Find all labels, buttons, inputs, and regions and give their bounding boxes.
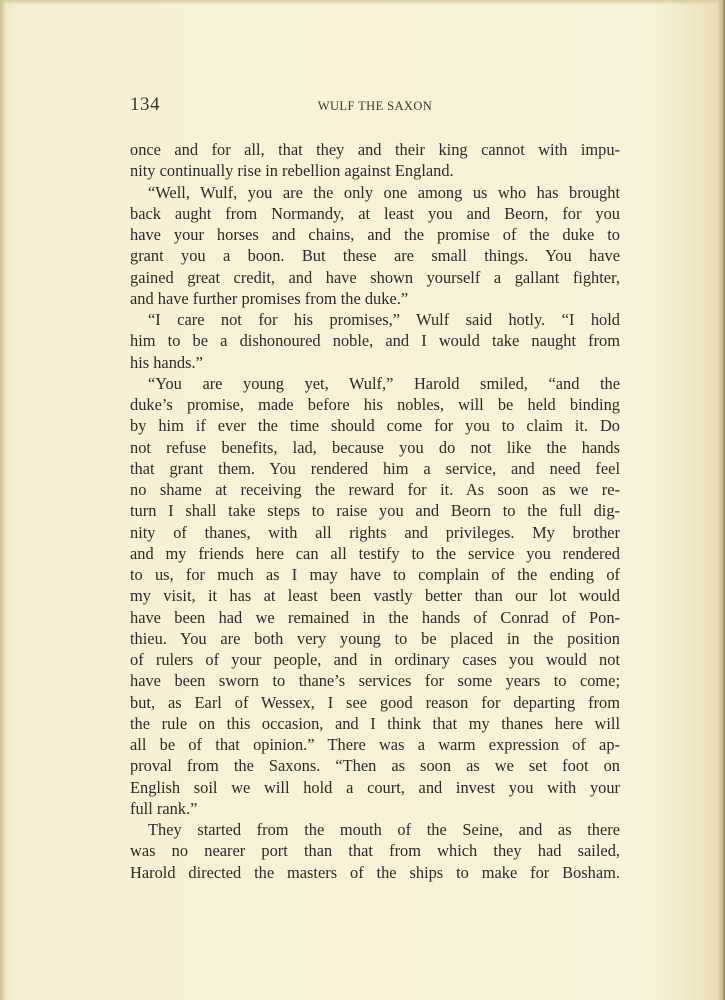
- text-line: full rank.”: [130, 798, 198, 818]
- text-line: “I care not for his promises,” Wulf said hotly. “I hold: [148, 310, 620, 329]
- text-line: They started from the mouth of the Seine, and as there: [148, 820, 620, 839]
- page-header: [130, 94, 620, 120]
- text-line: was no nearer port than that from which they had sailed,: [130, 841, 620, 861]
- text-line: of rulers of your people, and in ordinary cases you would not: [130, 650, 620, 669]
- text-line: Harold directed the masters of the ships to make for Bosham.: [130, 862, 620, 882]
- text-line: proval from the Saxons. “Then as soon as we set foot on: [130, 756, 620, 776]
- text-line: him to be a dishonoured noble, and I would take naught from: [130, 331, 620, 351]
- text-line: the rule on this occasion, and I think that my thanes here will: [130, 713, 620, 733]
- text-line: duke’s promise, made before his nobles, will be held binding: [130, 395, 620, 414]
- text-line: once and for all, that they and their king cannot with impu-: [130, 140, 620, 159]
- page-gutter-shadow: [0, 0, 6, 1000]
- text-line: his hands.”: [130, 352, 203, 372]
- text-line: turn I shall take steps to raise you and Beorn to the full dig-: [130, 501, 620, 521]
- text-line: thieu. You are both very young to be placed in the position: [130, 628, 620, 648]
- text-line: grant you a boon. But these are small things. You have: [130, 246, 620, 266]
- text-line: English soil we will hold a court, and invest you with your: [130, 777, 620, 797]
- text-line: but, as Earl of Wessex, I see good reason for departing from: [130, 692, 620, 712]
- page-right-edge: [717, 0, 725, 1000]
- text-line: and my friends here can all testify to the service you rendered: [130, 543, 620, 563]
- text-line: back aught from Normandy, at least you and Beorn, for you: [130, 203, 620, 223]
- page-number: 134: [130, 94, 160, 115]
- text-line: not refuse benefits, lad, because you do not like the hands: [130, 437, 620, 457]
- body-text: [130, 139, 620, 883]
- text-line: no shame at receiving the reward for it. As soon as we re-: [130, 480, 620, 499]
- text-line: have been had we remained in the hands of Conrad of Pon-: [130, 607, 620, 627]
- text-line: that grant them. You rendered him a service, and need feel: [130, 458, 620, 478]
- text-line: have been sworn to thane’s services for some years to come;: [130, 671, 620, 691]
- text-line: my visit, it has at least been vastly better than our lot would: [130, 586, 620, 606]
- text-line: nity of thanes, with all rights and privileges. My brother: [130, 522, 620, 542]
- text-line: have your horses and chains, and the promise of the duke to: [130, 225, 620, 244]
- text-line: gained great credit, and have shown yourself a gallant fighter,: [130, 267, 620, 287]
- text-line: “You are young yet, Wulf,” Harold smiled, “and the: [148, 373, 620, 393]
- text-line: nity continually rise in rebellion against England.: [130, 161, 454, 181]
- text-line: by him if ever the time should come for you to claim it. Do: [130, 416, 620, 436]
- text-line: and have further promises from the duke.”: [130, 288, 409, 308]
- running-title: WULF THE SAXON: [317, 99, 433, 113]
- page-top-edge: [0, 0, 725, 5]
- text-line: “Well, Wulf, you are the only one among us who has brought: [148, 182, 620, 202]
- text-line: to us, for much as I may have to complain of the ending of: [130, 565, 620, 584]
- text-line: all be of that opinion.” There was a warm expression of ap-: [130, 735, 620, 754]
